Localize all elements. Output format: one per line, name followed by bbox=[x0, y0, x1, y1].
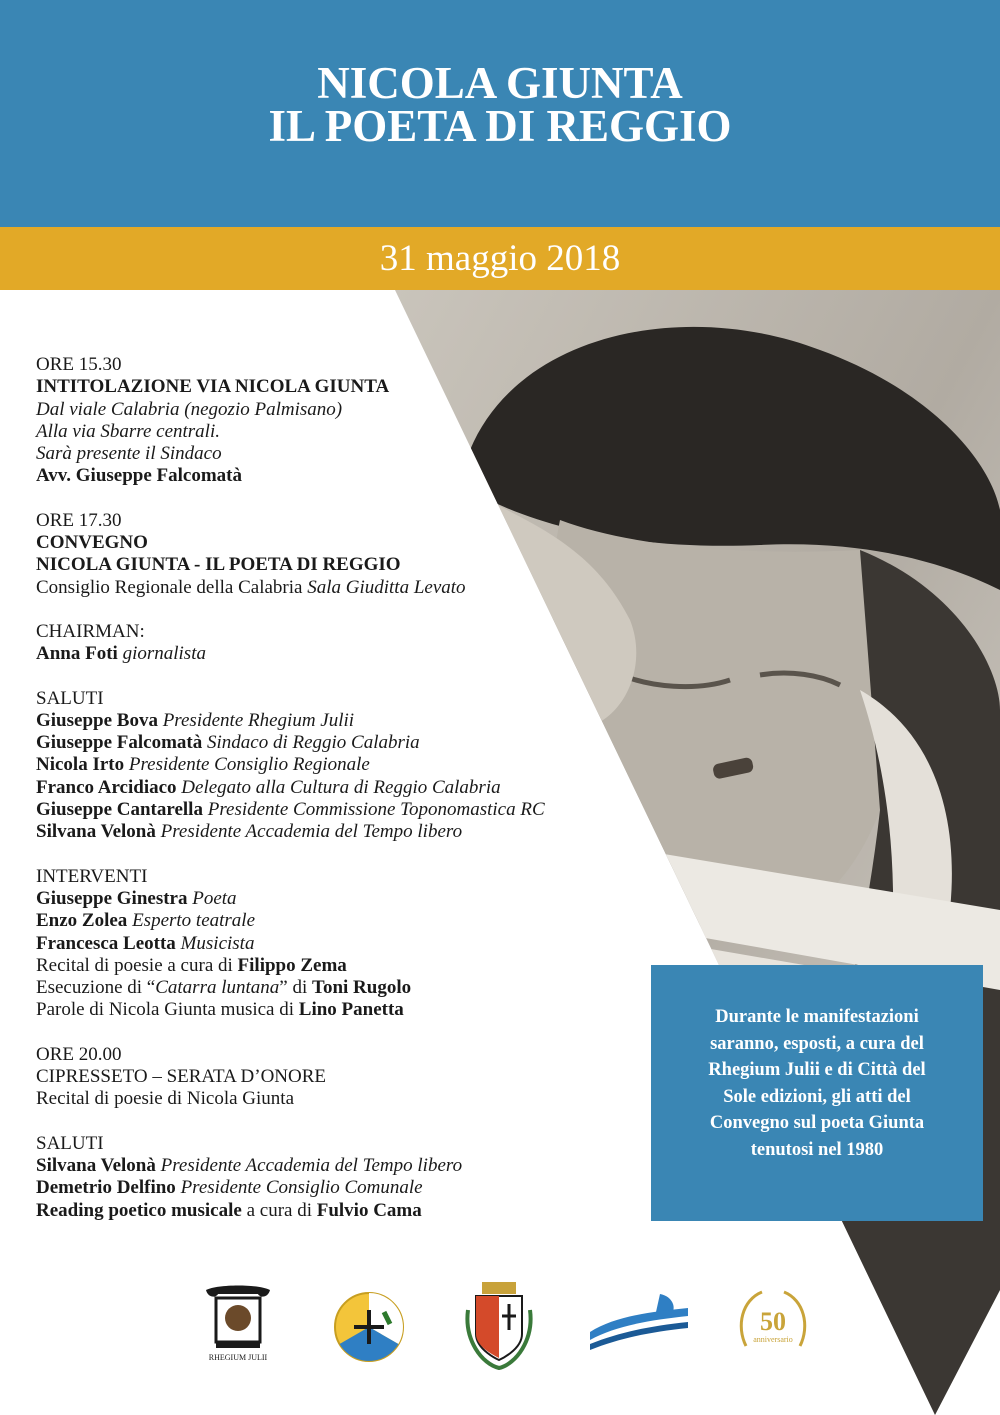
program-text-span: Presidente Accademia del Tempo libero bbox=[155, 1154, 463, 1176]
anniversary-50-logo bbox=[736, 1286, 810, 1364]
program-line bbox=[36, 710, 636, 732]
event-date: 31 maggio 2018 bbox=[379, 238, 621, 279]
program-line bbox=[36, 376, 636, 398]
program-text-span: ” di bbox=[279, 977, 313, 999]
program-text-span: Sarà presente il Sindaco bbox=[36, 443, 222, 465]
program-line bbox=[36, 732, 636, 754]
program-text-span: CHAIRMAN: bbox=[36, 620, 145, 642]
regione-calabria-logo bbox=[332, 1290, 406, 1364]
program-line bbox=[36, 1088, 636, 1110]
program-line bbox=[36, 1044, 636, 1066]
program-line bbox=[36, 621, 636, 643]
program-line bbox=[36, 999, 636, 1021]
program-text-span: Dal viale Calabria (negozio Palmisano) bbox=[36, 398, 343, 420]
block-gap bbox=[36, 1022, 636, 1044]
block-gap bbox=[36, 844, 636, 866]
program-line bbox=[36, 799, 636, 821]
program-text-span: Parole di Nicola Giunta musica di bbox=[36, 999, 299, 1021]
program-text-span: Giuseppe Ginestra bbox=[36, 887, 188, 909]
program-text-span: ORE 20.00 bbox=[36, 1043, 122, 1065]
program-text-span: ORE 15.30 bbox=[36, 354, 122, 375]
program-text-span: Consiglio Regionale della Calabria bbox=[36, 576, 308, 598]
program-text-span: Lino Panetta bbox=[298, 999, 404, 1021]
program-text-span: SALUTI bbox=[36, 1132, 104, 1154]
block-gap bbox=[36, 1111, 636, 1133]
program-line bbox=[36, 421, 636, 443]
program-text-span: CONVEGNO bbox=[36, 532, 148, 554]
program-text-span: Franco Arcidiaco bbox=[36, 776, 177, 798]
program-text-span: a cura di bbox=[241, 1199, 317, 1221]
program-line bbox=[36, 532, 636, 554]
anniversary-subtext: anniversario bbox=[753, 1335, 793, 1344]
program-text-span: Sindaco di Reggio Calabria bbox=[202, 732, 420, 754]
program-line bbox=[36, 399, 636, 421]
program-text-span: Toni Rugolo bbox=[312, 977, 412, 999]
program-text-span: Francesca Leotta bbox=[36, 932, 176, 954]
info-box-line: Sole edizioni, gli atti del bbox=[723, 1086, 911, 1107]
program-text-span: Poeta bbox=[187, 887, 237, 909]
rhegium-julii-logo bbox=[198, 1284, 278, 1372]
program-line bbox=[36, 821, 636, 843]
info-box-line: saranno, esposti, a cura del bbox=[710, 1033, 924, 1054]
program-text-span: Avv. Giuseppe Falcomatà bbox=[36, 465, 243, 487]
program-text-span: Giuseppe Cantarella bbox=[36, 799, 203, 821]
program-line bbox=[36, 1177, 636, 1199]
program-text-span: Presidente Consiglio Comunale bbox=[175, 1177, 423, 1199]
program-text-span: Anna Foti bbox=[36, 643, 118, 665]
program-line bbox=[36, 1066, 636, 1088]
program-text-span: Esperto teatrale bbox=[127, 910, 256, 932]
program-text-span: Delegato alla Cultura di Reggio Calabria bbox=[176, 776, 501, 798]
program-text-span: Silvana Velonà bbox=[36, 821, 156, 843]
program-text-span: Giuseppe Bova bbox=[36, 709, 158, 731]
program-line bbox=[36, 777, 636, 799]
citta-del-sole-logo bbox=[590, 1286, 690, 1356]
program-line bbox=[36, 754, 636, 776]
block-gap bbox=[36, 488, 636, 510]
program-text-span: giornalista bbox=[117, 643, 206, 665]
program-line bbox=[36, 354, 636, 376]
program-text-span: Nicola Irto bbox=[36, 754, 125, 776]
rhegium-julii-logo-text: RHEGIUM JULII bbox=[208, 1353, 268, 1362]
program-line bbox=[36, 933, 636, 955]
program-text-span: Reading poetico musicale bbox=[36, 1199, 242, 1221]
info-box-line: tenutosi nel 1980 bbox=[750, 1139, 884, 1160]
program-text-span: Catarra luntana bbox=[155, 977, 280, 999]
program-text-span: INTERVENTI bbox=[36, 865, 148, 887]
program-line bbox=[36, 443, 636, 465]
program-line bbox=[36, 1200, 636, 1222]
program-text-span: Presidente Accademia del Tempo libero bbox=[155, 821, 463, 843]
title-line-1: NICOLA GIUNTA bbox=[317, 58, 683, 108]
program-line bbox=[36, 577, 636, 599]
program-text-span: Filippo Zema bbox=[237, 954, 347, 976]
info-box-line: Rhegium Julii e di Città del bbox=[708, 1060, 926, 1080]
program-text bbox=[36, 354, 636, 1222]
program-line bbox=[36, 643, 636, 665]
program-line bbox=[36, 510, 636, 532]
program-text-span: ORE 17.30 bbox=[36, 509, 122, 531]
program-text-span: NICOLA GIUNTA - IL POETA DI REGGIO bbox=[36, 554, 401, 576]
program-line bbox=[36, 910, 636, 932]
program-text-span: SALUTI bbox=[36, 687, 104, 709]
program-text-span: Esecuzione di “ bbox=[36, 977, 156, 999]
program-line bbox=[36, 1155, 636, 1177]
program-text-span: Presidente Consiglio Regionale bbox=[124, 754, 370, 776]
program-line bbox=[36, 955, 636, 977]
program-line bbox=[36, 866, 636, 888]
program-text-span: Demetrio Delfino bbox=[36, 1177, 176, 1199]
program-text-span: Alla via Sbarre centrali. bbox=[36, 420, 220, 442]
title-line-2: IL POETA DI REGGIO bbox=[268, 101, 732, 151]
info-box-line: Durante le manifestazioni bbox=[715, 1007, 919, 1027]
block-gap bbox=[36, 666, 636, 688]
program-text-span: Giuseppe Falcomatà bbox=[36, 732, 203, 754]
program-text-span: Sala Giuditta Levato bbox=[307, 576, 466, 598]
anniversary-number: 50 bbox=[760, 1307, 786, 1336]
program-line bbox=[36, 688, 636, 710]
program-text-span: Musicista bbox=[175, 932, 255, 954]
program-text-span: Enzo Zolea bbox=[36, 910, 128, 932]
program-line bbox=[36, 888, 636, 910]
info-box-line: Convegno sul poeta Giunta bbox=[709, 1113, 925, 1133]
program-text-span: Recital di poesie di Nicola Giunta bbox=[36, 1088, 295, 1110]
program-line bbox=[36, 1133, 636, 1155]
program-line bbox=[36, 465, 636, 487]
program-text-span: Fulvio Cama bbox=[316, 1199, 422, 1221]
program-text-span: Recital di poesie a cura di bbox=[36, 954, 238, 976]
program-line bbox=[36, 554, 636, 576]
block-gap bbox=[36, 599, 636, 621]
program-text-span: INTITOLAZIONE VIA NICOLA GIUNTA bbox=[36, 376, 390, 398]
program-line bbox=[36, 977, 636, 999]
info-box bbox=[651, 965, 983, 1221]
program-text-span: CIPRESSETO – SERATA D’ONORE bbox=[36, 1066, 327, 1088]
reggio-calabria-coat-of-arms bbox=[462, 1280, 536, 1372]
logo-row bbox=[0, 1270, 1000, 1390]
program-text-span: Presidente Rhegium Julii bbox=[157, 709, 355, 731]
program-text-span: Presidente Commissione Toponomastica RC bbox=[202, 799, 545, 821]
program-text-span: Silvana Velonà bbox=[36, 1154, 156, 1176]
